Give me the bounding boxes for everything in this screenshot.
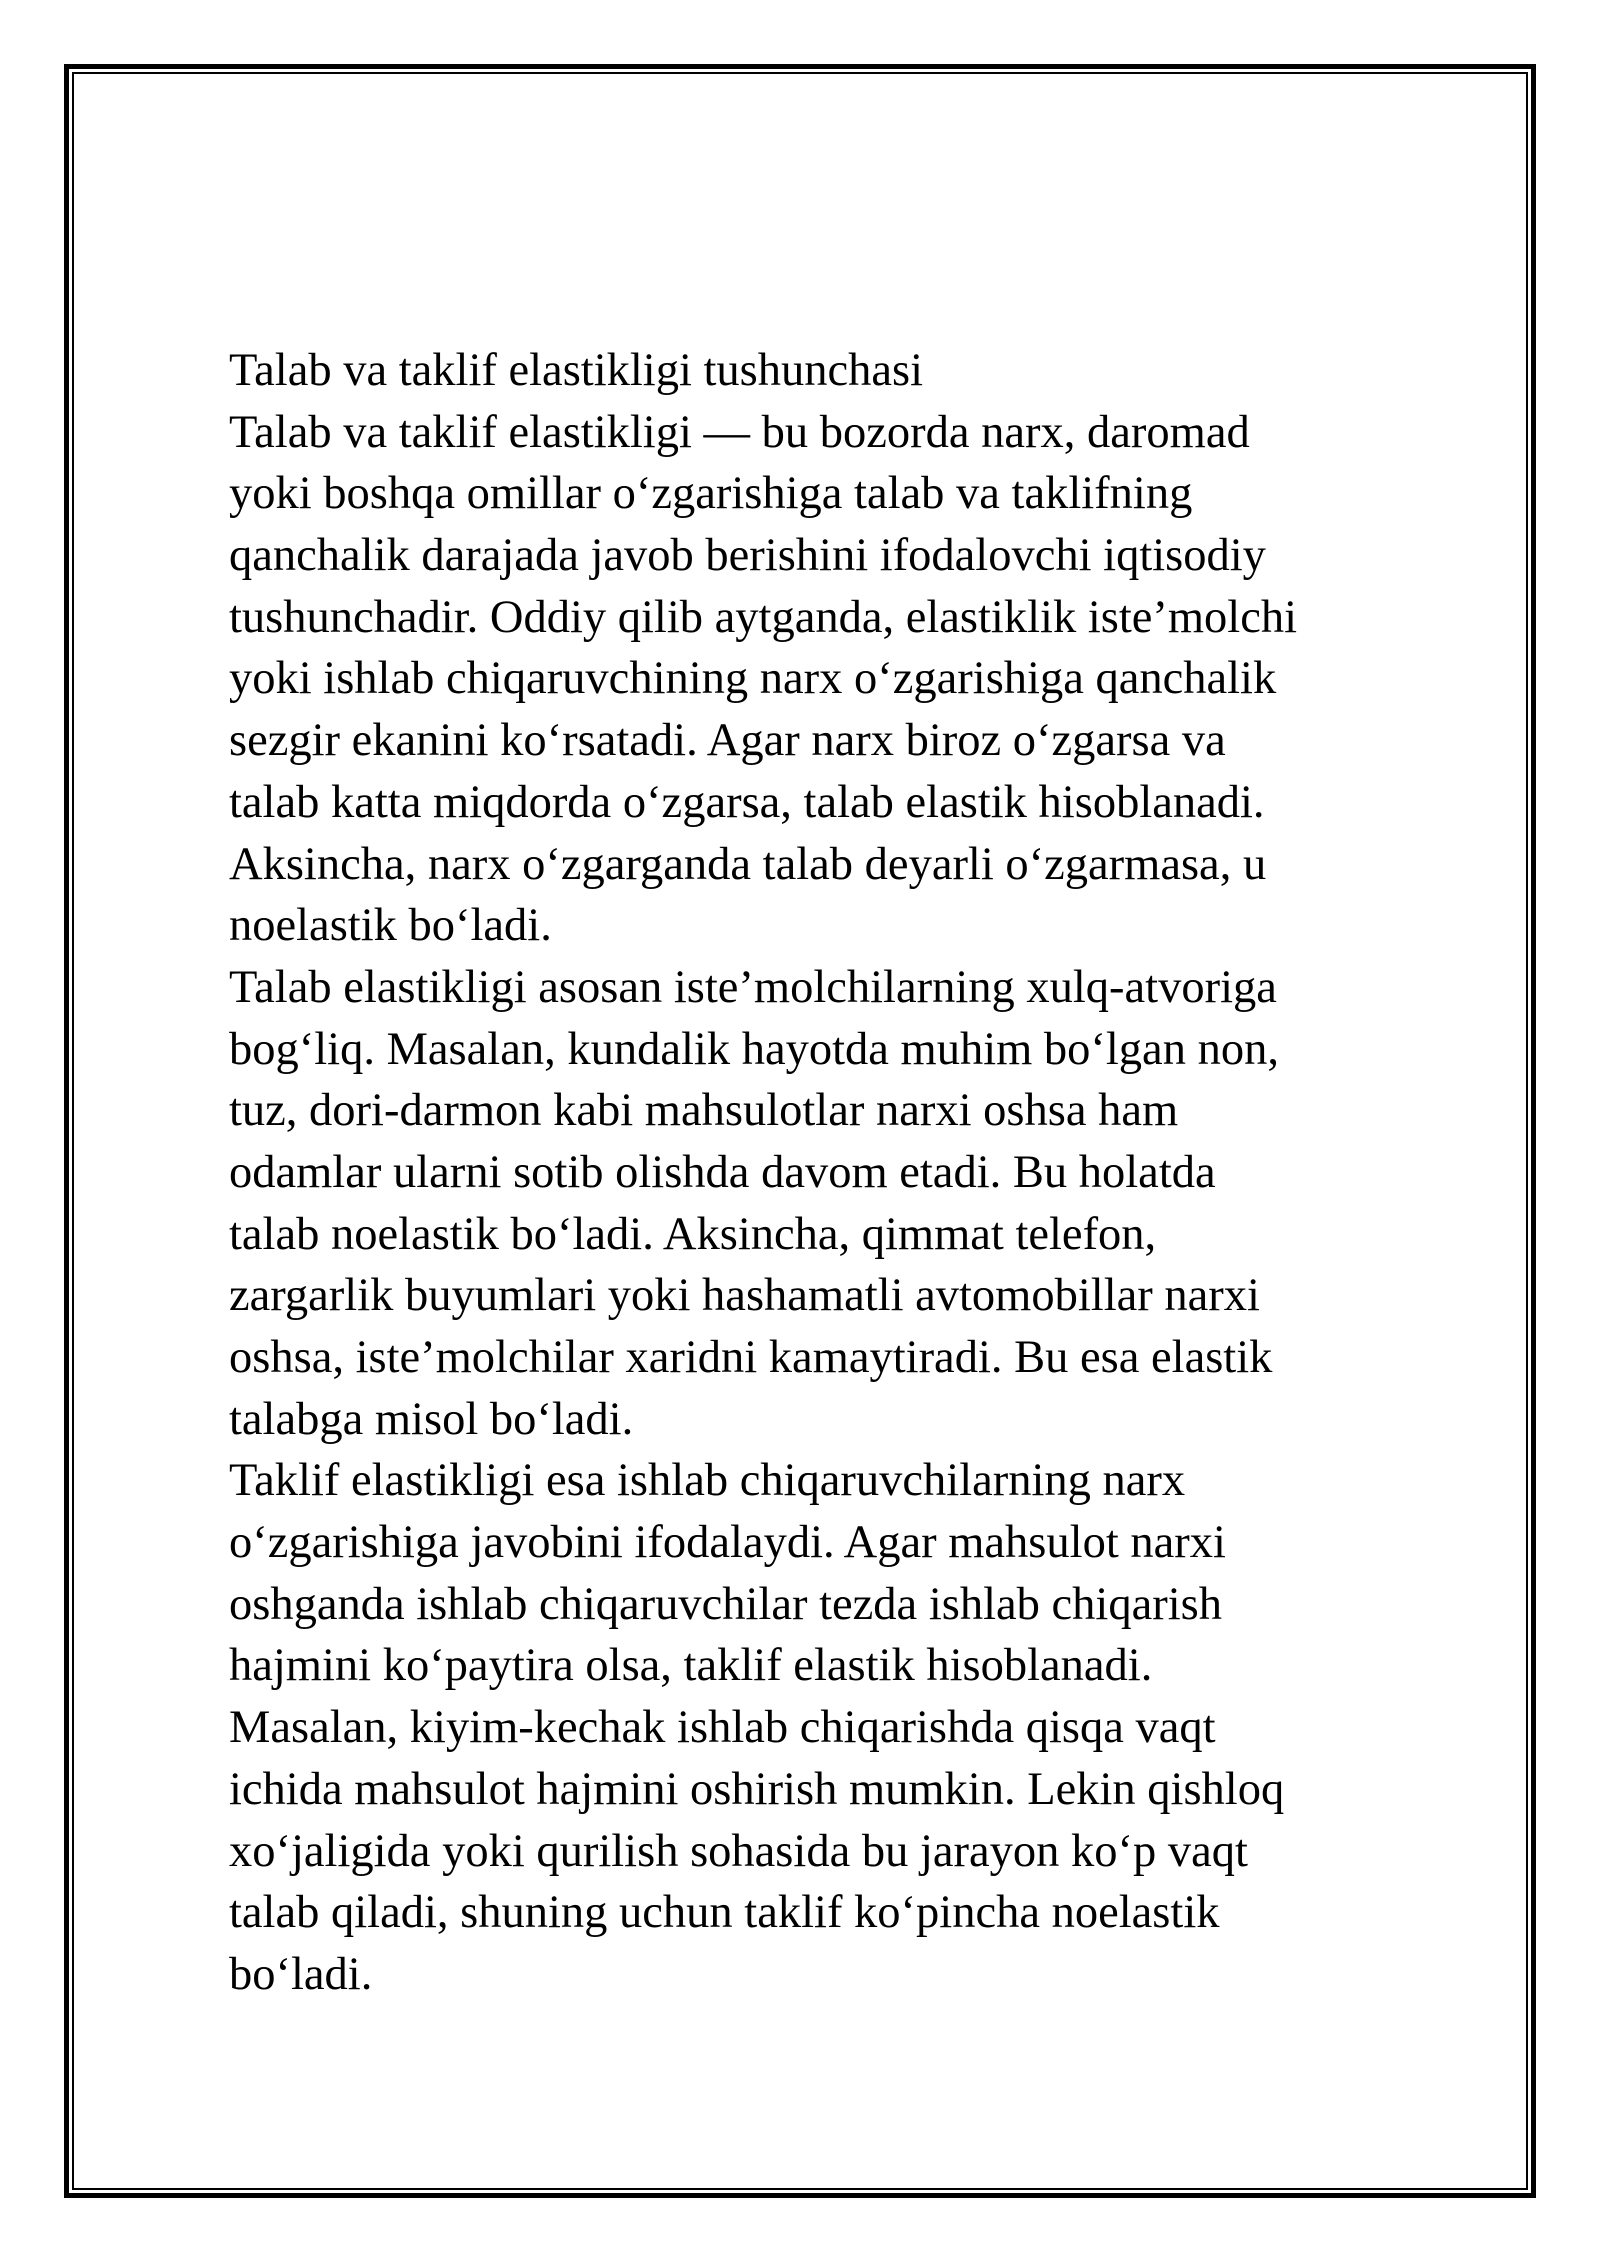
- paragraph-line: Aksincha, narx o‘zgarganda talab deyarli o‘zgarmasa, u: [229, 838, 1267, 890]
- paragraph-line: Talab elastikligi asosan iste’molchilarning xulq-atvoriga: [229, 961, 1277, 1013]
- paragraph-line: Taklif elastikligi esa ishlab chiqaruvchilarning narx: [229, 1455, 1186, 1507]
- paragraph-line: qanchalik darajada javob berishini ifodalovchi iqtisodiy: [229, 530, 1266, 582]
- paragraph-line: zargarlik buyumlari yoki hashamatli avtomobillar narxi: [229, 1270, 1260, 1322]
- paragraph-line: tuz, dori-darmon kabi mahsulotlar narxi oshsa ham: [229, 1085, 1179, 1137]
- paragraph-line: sezgir ekanini ko‘rsatadi. Agar narx biroz o‘zgarsa va: [229, 715, 1226, 767]
- paragraph-2: [229, 957, 1479, 1451]
- paragraph-line: bog‘liq. Masalan, kundalik hayotda muhim bo‘lgan non,: [229, 1023, 1279, 1075]
- paragraph-line: talab noelastik bo‘ladi. Aksincha, qimmat telefon,: [229, 1208, 1157, 1260]
- paragraph-line: talabga misol bo‘ladi.: [229, 1393, 634, 1445]
- paragraph-line: talab qiladi, shuning uchun taklif ko‘pincha noelastik: [229, 1887, 1220, 1939]
- paragraph-line: hajmini ko‘paytira olsa, taklif elastik hisoblanadi.: [229, 1640, 1153, 1692]
- paragraph-line: ichida mahsulot hajmini oshirish mumkin. Lekin qishloq: [229, 1763, 1285, 1815]
- paragraph-line: Masalan, kiyim-kechak ishlab chiqarishda qisqa vaqt: [229, 1702, 1216, 1754]
- paragraph-line: tushunchadir. Oddiy qilib aytganda, elastiklik iste’molchi: [229, 591, 1298, 643]
- paragraph-line: o‘zgarishiga javobini ifodalaydi. Agar mahsulot narxi: [229, 1517, 1226, 1569]
- paragraph-line: yoki boshqa omillar o‘zgarishiga talab va taklifning: [229, 468, 1193, 520]
- paragraph-line: bo‘ladi.: [229, 1948, 373, 2000]
- document-title: Talab va taklif elastikligi tushunchasi: [229, 345, 924, 396]
- paragraph-line: talab katta miqdorda o‘zgarsa, talab elastik hisoblanadi.: [229, 776, 1265, 828]
- paragraph-line: oshganda ishlab chiqaruvchilar tezda ishlab chiqarish: [229, 1578, 1222, 1630]
- paragraph-3: [229, 1450, 1479, 2005]
- paragraph-1: [229, 402, 1479, 957]
- paragraph-line: xo‘jaligida yoki qurilish sohasida bu jarayon ko‘p vaqt: [229, 1825, 1248, 1877]
- paragraph-line: noelastik bo‘ladi.: [229, 900, 552, 952]
- paragraph-line: oshsa, iste’molchilar xaridni kamaytiradi. Bu esa elastik: [229, 1332, 1273, 1383]
- paragraph-line: Talab va taklif elastikligi — bu bozorda narx, daromad: [229, 406, 1250, 458]
- paragraph-line: yoki ishlab chiqaruvchining narx o‘zgarishiga qanchalik: [229, 653, 1277, 705]
- document-body: [229, 340, 1479, 2006]
- paragraph-line: odamlar ularni sotib olishda davom etadi. Bu holatda: [229, 1146, 1216, 1198]
